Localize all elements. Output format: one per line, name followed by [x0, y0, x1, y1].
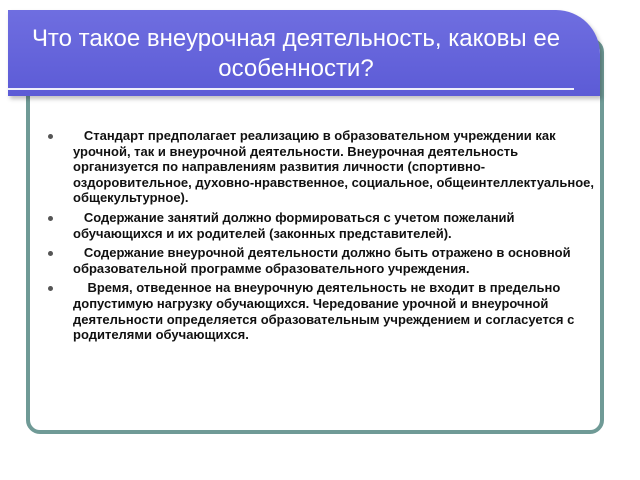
bullet-item	[48, 280, 596, 342]
bullet-text: Стандарт предполагает реализацию в образовательном учреждении как урочной, так и внеурочной деятельности. Внеурочная деятельность организуется по направлениям развития личности (спортивно-оздоровительное, духовно-нравственное, социальное, общеинтеллектуальное, общекультурное).	[73, 128, 598, 206]
bullet-dot-icon	[48, 216, 53, 221]
bullet-list	[48, 128, 596, 347]
bullet-text: Время, отведенное на внеурочную деятельность не входит в предельно допустимую нагрузку обучающихся. Чередование урочной и внеурочной деятельности определяется образовательным учреждением и согласуется с родителями обучающихся.	[73, 280, 578, 343]
bullet-item	[48, 128, 596, 206]
bullet-item	[48, 210, 596, 241]
bullet-dot-icon	[48, 251, 53, 256]
title-banner	[8, 10, 600, 96]
bullet-dot-icon	[48, 286, 53, 291]
slide-title: Что такое внеурочная деятельность, каковы ее особенности?	[31, 25, 561, 82]
bullet-text: Содержание занятий должно формироваться с учетом пожеланий обучающихся и их родителей (законных представителей).	[73, 209, 519, 241]
bullet-text: Содержание внеурочной деятельности должно быть отражено в основной образовательной программе образовательного учреждения.	[73, 245, 575, 276]
bullet-item	[48, 245, 596, 276]
bullet-dot-icon	[48, 134, 53, 139]
